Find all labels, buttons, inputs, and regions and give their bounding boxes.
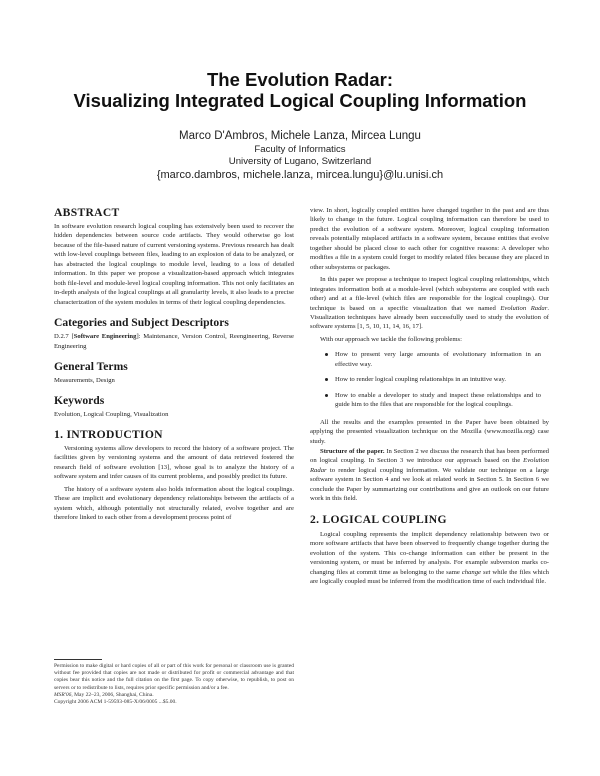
author-university: University of Lugano, Switzerland: [228, 156, 372, 167]
sec2-emphasis: change set: [461, 568, 491, 576]
bullet-icon: [325, 394, 328, 397]
right-column: [310, 206, 549, 586]
footnote-rule: [54, 659, 102, 660]
keywords-text: Evolution, Logical Coupling, Visualization: [54, 411, 169, 419]
copyright-line: Copyright 2006 ACM 1-59593-085-X/06/0005 ...$5.00.: [54, 699, 177, 706]
intro-paragraph-6: All the results and the examples presented in the Paper have been obtained by applying the presented visualization technique on the Mozilla (www.mozilla.org) case study.: [310, 418, 549, 445]
sec2-text-b: while the files which are logically coupled must be inferred from the modification time of each individual file.: [310, 568, 549, 585]
bullet-text: How to enable a developer to study and inspect these relationships and to guide him to the files that are responsible for the logical couplings.: [335, 391, 541, 409]
p2-text-a: In this paper we propose a technique to inspect logical coupling relationships, which integrates information both at a module-level (which subsystems are coupled with each other) and at a file-level (which files are responsible for the logical couplings). Our technique is based on a specific visualization that we named: [310, 276, 549, 312]
general-terms-text: Measurements, Design: [54, 376, 115, 384]
sec2-text-a: Logical coupling represents the implicit dependency relationship between two or more software artifacts that have been observed to frequently change together during the evolution of the system. This co-change information can either be present in the versioning system, or must be inferred by analysis. For example subversion marks co-changing files at commit time as belonging to the same: [310, 530, 549, 576]
p2-emphasis: Evolution Radar: [500, 304, 548, 312]
abstract-text: In software evolution research logical coupling has extensively been used to recover the hidden dependencies between source code artifacts. They would otherwise go lost because of the file-based nature of current versioning systems. Previous research has dealt with low-level couplings between files, leading to an explosion of data to be analyzed, or has abstracted the logical couplings to module level, leading to a loss of detailed information. In this paper we propose a visualization-based approach which integrates both file-level and module-level logical coupling information. This not only facilitates an in-depth analysis of the logical couplings at all granularity levels, it also leads to a precise characterization of the system modules in terms of their logical coupling dependencies.: [54, 223, 294, 306]
p2-text-b: . Visualization techniques have already been successfully used to study the evolution of software systems [1, 5, 10, 11, 14, 16, 17].: [310, 304, 549, 331]
categories-prefix: D.2.7 [: [54, 333, 74, 341]
intro-paragraph-1: Versioning systems allow developers to record the history of a software project. The facilities given by versioning systems and the amount of data retrieved fostered the research field of software evolution [13], whose goal is to analyze the history of a software system and infer causes of its current problems, and possibly predict its future.: [54, 444, 294, 481]
intro-paragraph-5: With our approach we tackle the following problems:: [320, 335, 462, 343]
bullet-text: How to render logical coupling relationships in an intuitive way.: [335, 376, 507, 384]
structure-text-a: In Section 2 we discuss the research that has been performed on logical coupling. In Section 3 we introduce our approach based on the: [310, 447, 550, 465]
author-affiliation: Faculty of Informatics: [254, 144, 346, 155]
venue-name: MSR'06,: [54, 691, 73, 698]
problem-list: [310, 350, 549, 409]
left-column: [54, 206, 294, 523]
categories-rest: ]: Maintenance, Version Control, Reengineering, Reverse Engineering: [54, 333, 294, 350]
logical-coupling-heading: 2. LOGICAL COUPLING: [310, 512, 447, 526]
structure-emphasis: Evolution Radar: [310, 457, 549, 474]
intro-paragraph-4: [310, 275, 549, 332]
general-terms-heading: General Terms: [54, 359, 128, 373]
structure-text-b: to render logical coupling information. We validate our technique on a large software system in Section 4 and we look at related work in Section 5. In Section 6 we conclude the Paper by summarizing our contributions and give an outlook on our future work in this field.: [310, 466, 549, 503]
permission-text: Permission to make digital or hard copies of all or part of this work for personal or classroom use is granted without fee provided that copies are not made or distributed for profit or commercial advantage and that copies bear this notice and the full citation on the first page. To copy otherwise, to republish, to post on servers or to redistribute to lists, requires prior specific permission and/or a fee.: [54, 663, 294, 691]
abstract-heading: ABSTRACT: [54, 206, 120, 219]
bullet-text: How to present very large amounts of evolutionary information in an effective way.: [335, 351, 541, 368]
list-item: [310, 391, 549, 410]
paper-title-line2: Visualizing Integrated Logical Coupling Information: [73, 90, 527, 111]
venue-line: [54, 692, 294, 699]
paper-title-line1: The Evolution Radar:: [206, 69, 394, 90]
categories-heading: Categories and Subject Descriptors: [54, 316, 229, 330]
bullet-icon: [325, 353, 328, 356]
structure-paragraph: [310, 447, 549, 504]
categories-bold: Software Engineering: [73, 333, 137, 341]
list-item: [310, 350, 549, 369]
logical-coupling-paragraph: [310, 530, 549, 587]
permission-notice: [54, 663, 294, 706]
intro-paragraph-3: view. In short, logically coupled entities have changed together in the past and are thus likely to change in the future. Logical coupling information can therefore be used to predict the evolution of a software system. Moreover, logical coupling information reveals potentially misplaced artifacts in a software system, because entities that evolve together should be placed close to each other for cognitive reasons: A developer who modifies a file in a system could forget to modify related files because they are placed in other subsystems or packages.: [310, 207, 549, 271]
bullet-icon: [325, 378, 328, 381]
author-email: {marco.dambros, michele.lanza, mircea.lungu}@lu.unisi.ch: [156, 169, 444, 181]
introduction-heading: 1. INTRODUCTION: [54, 427, 163, 441]
categories-text: [54, 332, 294, 351]
author-names: Marco D'Ambros, Michele Lanza, Mircea Lungu: [179, 130, 421, 142]
intro-paragraph-2: The history of a software system also holds information about the logical couplings. These are implicit and evolutionary dependency relationships between the artifacts of a system which, although potentially not structurally related, evolve together and are therefore linked to each other from a development process point of: [54, 485, 294, 522]
keywords-heading: Keywords: [54, 394, 105, 408]
list-item: [310, 375, 549, 384]
venue-details: May 22–23, 2006, Shanghai, China.: [72, 691, 154, 698]
structure-label: Structure of the paper.: [320, 447, 385, 455]
